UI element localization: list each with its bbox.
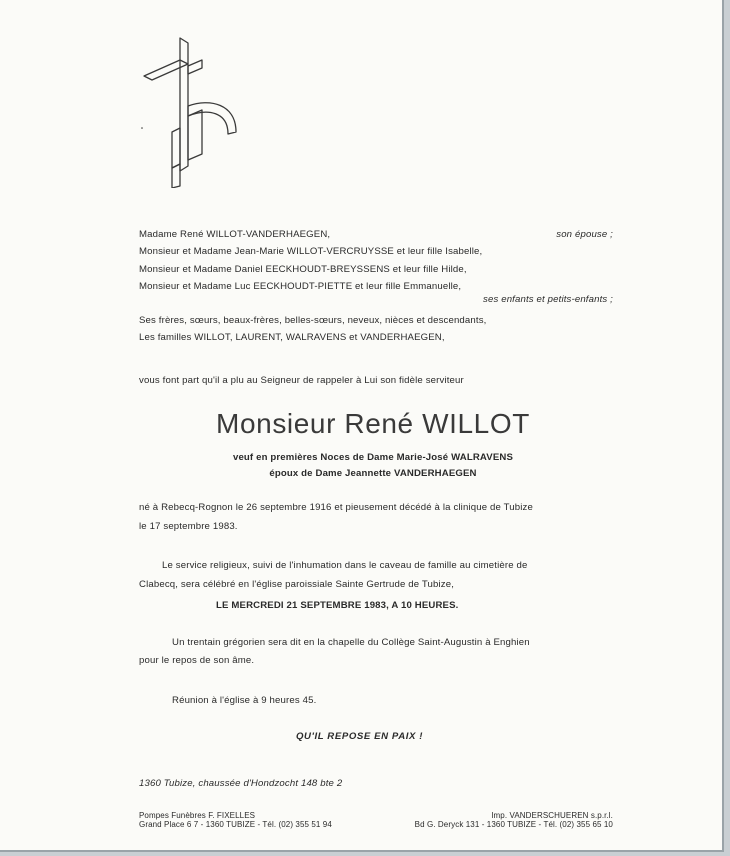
deceased-name: Monsieur René WILLOT <box>216 408 530 439</box>
service-date: LE MERCREDI 21 SEPTEMBRE 1983, A 10 HEURES. <box>216 600 459 611</box>
service-line-2: Clabecq, sera célébré en l'église paroissiale Sainte Gertrude de Tubize, <box>139 579 455 590</box>
family-line-siblings: Ses frères, sœurs, beaux-frères, belles-sœurs, neveux, nièces et descendants, <box>139 315 487 326</box>
printer-address: Bd G. Deryck 131 - 1360 TUBIZE - Tél. (02) 355 65 10 <box>414 820 613 829</box>
deceased-widower-line: veuf en premières Noces de Dame Marie-José WALRAVENS <box>232 452 514 463</box>
family-line-daughter-1: Monsieur et Madame Daniel EECKHOUDT-BREYSSENS et leur fille Hilde, <box>139 264 467 275</box>
funeral-home-address: Grand Place 6 7 - 1360 TUBIZE - Tél. (02) 355 51 94 <box>139 820 332 829</box>
announcement-text: vous font part qu'il a plu au Seigneur de rappeler à Lui son fidèle serviteur <box>139 375 464 386</box>
reunion-text: Réunion à l'église à 9 heures 45. <box>172 695 317 706</box>
family-line-daughter-2: Monsieur et Madame Luc EECKHOUDT-PIETTE et leur fille Emmanuelle, <box>139 281 462 292</box>
rip-text: QU'IL REPOSE EN PAIX ! <box>296 731 424 742</box>
family-role-children: ses enfants et petits-enfants ; <box>483 294 613 305</box>
cross-emblem-icon <box>136 36 240 188</box>
trentain-line-1: Un trentain grégorien sera dit en la chapelle du Collège Saint-Augustin à Enghien <box>172 637 530 648</box>
family-line-families: Les familles WILLOT, LAURENT, WALRAVENS et VANDERHAEGEN, <box>139 332 445 343</box>
birth-death-line-1: né à Rebecq-Rognon le 26 septembre 1916 et pieusement décédé à la clinique de Tubize <box>139 502 533 513</box>
service-line-1: Le service religieux, suivi de l'inhumation dans le caveau de famille au cimetière de <box>162 560 528 571</box>
family-line-spouse: Madame René WILLOT-VANDERHAEGEN, <box>139 229 331 240</box>
home-address: 1360 Tubize, chaussée d'Hondzocht 148 bte 2 <box>139 778 343 789</box>
deceased-spouse-line: époux de Dame Jeannette VANDERHAEGEN <box>269 468 477 479</box>
printer-name: Imp. VANDERSCHUEREN s.p.r.l. <box>491 811 613 820</box>
family-line-son: Monsieur et Madame Jean-Marie WILLOT-VERCRUYSSE et leur fille Isabelle, <box>139 246 483 257</box>
funeral-home-name: Pompes Funèbres F. FIXELLES <box>139 811 256 820</box>
birth-death-line-2: le 17 septembre 1983. <box>139 521 238 532</box>
trentain-line-2: pour le repos de son âme. <box>139 655 255 666</box>
family-role-spouse: son épouse ; <box>556 229 613 240</box>
